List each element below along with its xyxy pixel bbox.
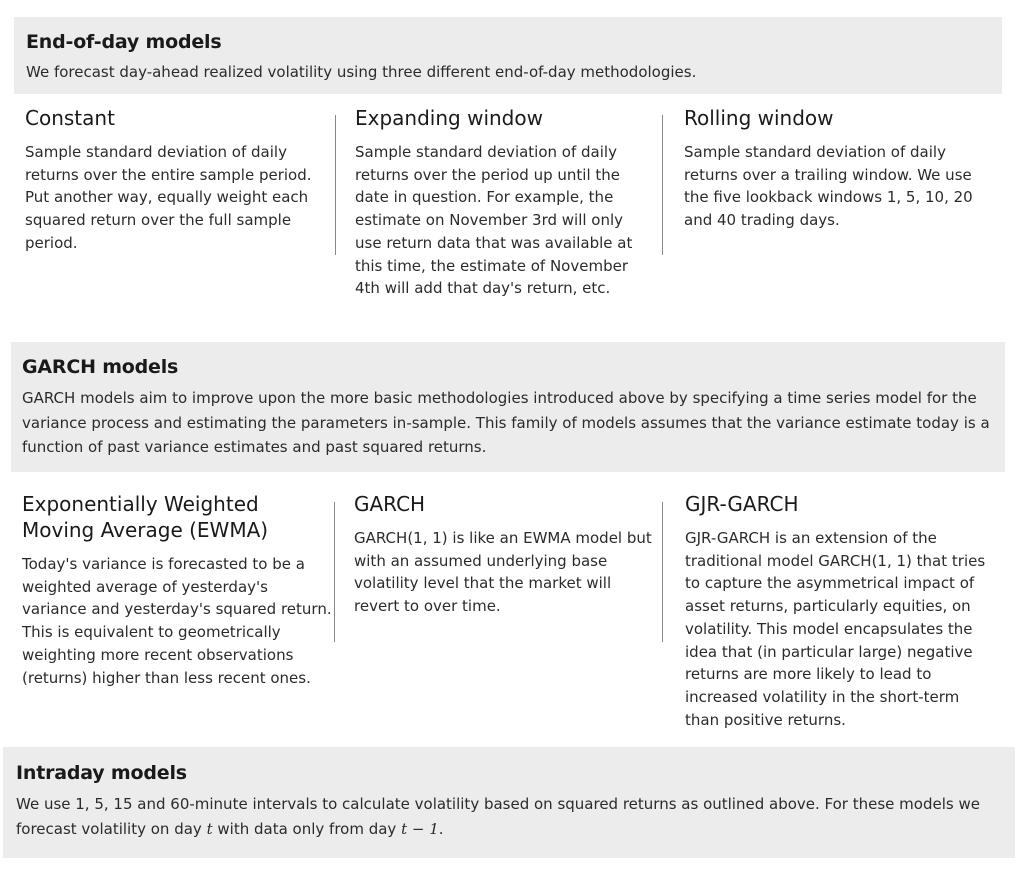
eod-column-rolling: [684, 105, 984, 232]
math-variable-t: t: [206, 819, 213, 838]
garch-section-description: GARCH models aim to improve upon the more basic methodologies introduced above by specifying a time series model for the variance process and estimating the parameters in-sample. This family of models assumes that the variance estimate today is a function of past variance estimates and past squared returns.: [22, 389, 990, 456]
intraday-panel: [3, 747, 1015, 858]
eod-divider-1: [335, 115, 336, 255]
eod-column-constant: [25, 105, 330, 255]
intraday-text-part2: with data only from day: [217, 819, 397, 838]
intraday-section-title: Intraday models: [16, 762, 187, 784]
eod-divider-2: [662, 115, 663, 255]
eod-column-expanding: [355, 105, 647, 300]
intraday-section-description: [16, 792, 1001, 841]
garch-column-gjr: [685, 491, 990, 731]
garch-garch-title: GARCH: [354, 492, 426, 516]
intraday-text-end: .: [438, 819, 444, 838]
garch-column-garch: [354, 491, 654, 618]
garch-divider-2: [662, 502, 663, 642]
garch-ewma-title: Exponentially Weighted Moving Average (EWMA): [22, 492, 269, 542]
eod-constant-title: Constant: [25, 106, 115, 130]
garch-garch-text: GARCH(1, 1) is like an EWMA model but with an assumed underlying base volatility level that the market will revert to over time.: [354, 529, 652, 616]
garch-gjr-text: GJR-GARCH is an extension of the traditional model GARCH(1, 1) that tries to capture the asymmetrical impact of asset returns, particularly equities, on volatility. This model encapsulates the idea that (in particular large) negative returns are more likely to lead to increased volatility in the short-term than positive returns.: [685, 529, 986, 729]
eod-section-title: End-of-day models: [26, 31, 222, 53]
eod-constant-text: Sample standard deviation of daily returns over the entire sample period. Put another way, equally weight each squared return over the full sample period.: [25, 143, 312, 252]
math-expression-t-minus-1: t − 1: [401, 819, 439, 838]
eod-header-panel: [14, 17, 1002, 94]
eod-section-description: We forecast day-ahead realized volatility using three different end-of-day methodologies.: [26, 63, 697, 81]
eod-rolling-text: Sample standard deviation of daily returns over a trailing window. We use the five lookback windows 1, 5, 10, 20 and 40 trading days.: [684, 143, 973, 230]
eod-rolling-title: Rolling window: [684, 106, 834, 130]
garch-column-ewma: [22, 491, 334, 689]
eod-expanding-title: Expanding window: [355, 106, 543, 130]
garch-divider-1: [334, 502, 335, 642]
garch-header-panel: [11, 342, 1005, 472]
intraday-text-part1: We use 1, 5, 15 and 60-minute intervals to calculate volatility based on squared returns as outlined above. For these models we forecast volatility on day: [16, 795, 980, 838]
garch-section-title: GARCH models: [22, 356, 179, 378]
eod-expanding-text: Sample standard deviation of daily returns over the period up until the date in question. For example, the estimate on November 3rd will only use return data that was available at this time, the estimate of November 4th will add that day's return, etc.: [355, 143, 633, 298]
garch-ewma-text: Today's variance is forecasted to be a weighted average of yesterday's variance and yesterday's squared return. This is equivalent to geometrically weighting more recent observations (returns) higher than less recent ones.: [22, 555, 332, 687]
garch-gjr-title: GJR-GARCH: [685, 492, 799, 516]
